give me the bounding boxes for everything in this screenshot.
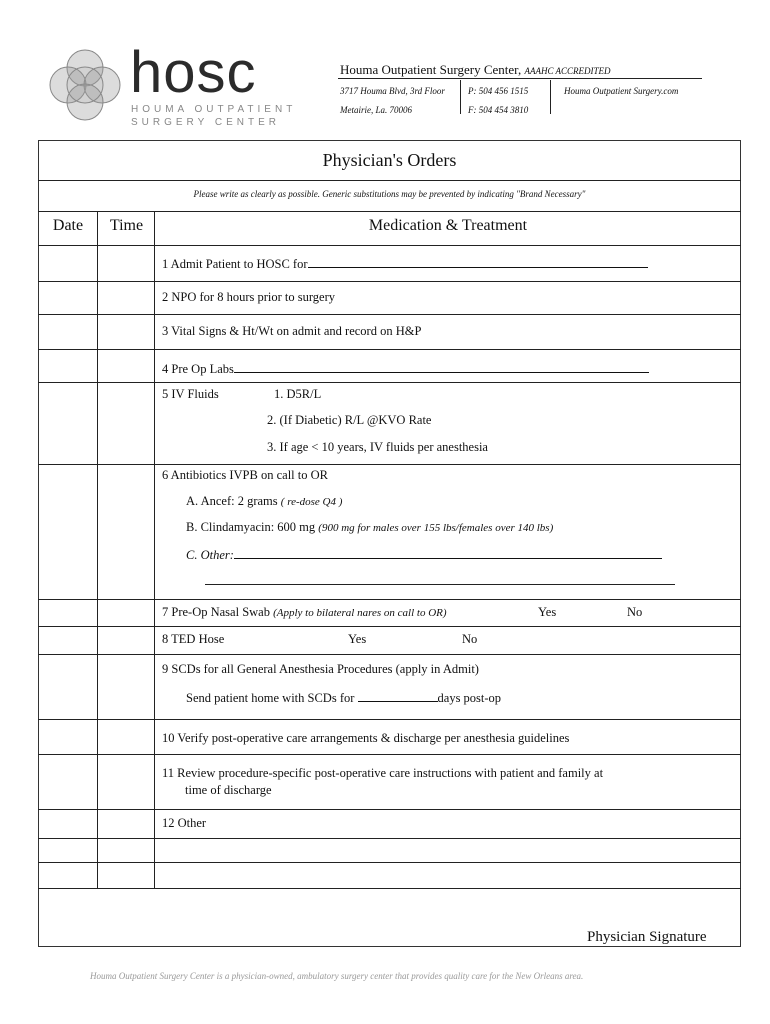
order-10: 10 Verify post-operative care arrangements & discharge per anesthesia guidelines — [162, 731, 570, 745]
order-11: 11 Review procedure-specific post-operative care instructions with patient and family at — [162, 766, 604, 780]
address-line-2: Metairie, La. 70006 — [340, 105, 412, 115]
order-1: 1 Admit Patient to HOSC for — [162, 255, 648, 272]
order-8: 8 TED Hose — [162, 632, 225, 646]
order-6: 6 Antibiotics IVPB on call to OR — [162, 468, 328, 482]
col-date: Date — [52, 217, 84, 234]
footer-text: Houma Outpatient Surgery Center is a physician-owned, ambulatory surgery center that provides quality care for the New Orleans area. — [90, 971, 584, 981]
pre-op-labs-field[interactable] — [234, 360, 649, 373]
ted-hose-yes[interactable]: Yes — [348, 632, 367, 646]
logo-wordmark: hosc — [130, 40, 257, 105]
phone-number: P: 504 456 1515 — [468, 86, 529, 96]
accreditation: AAAHC ACCREDITED — [524, 66, 611, 76]
center-name: Houma Outpatient Surgery Center, AAAHC ACCREDITED — [340, 62, 611, 77]
order-9-send-home: Send patient home with SCDs for days post-op — [186, 691, 502, 705]
order-9: 9 SCDs for all General Anesthesia Procedures (apply in Admit) — [162, 662, 479, 676]
scd-days-field[interactable] — [358, 689, 438, 702]
order-6-ancef: A. Ancef: 2 grams ( re-dose Q4 ) — [186, 494, 343, 508]
logo-flower-icon — [44, 44, 126, 126]
other-antibiotic-line-2[interactable] — [205, 584, 675, 585]
logo-line-2: SURGERY CENTER — [131, 117, 280, 128]
order-12: 12 Other — [162, 816, 207, 830]
other-antibiotic-field[interactable] — [234, 546, 662, 559]
logo-line-1: HOUMA OUTPATIENT — [131, 104, 297, 115]
fax-number: F: 504 454 3810 — [468, 105, 529, 115]
order-5-option-3: 3. If age < 10 years, IV fluids per anesthesia — [267, 440, 488, 454]
col-medication: Medication & Treatment — [368, 217, 528, 234]
website: Houma Outpatient Surgery.com — [564, 86, 679, 96]
order-11-cont: time of discharge — [185, 783, 272, 797]
order-5-option-1: 1. D5R/L — [274, 387, 322, 401]
ted-hose-no[interactable]: No — [462, 632, 478, 646]
order-7: 7 Pre-Op Nasal Swab (Apply to bilateral nares on call to OR) — [162, 605, 447, 619]
order-5-option-2: 2. (If Diabetic) R/L @KVO Rate — [267, 413, 432, 427]
nasal-swab-yes[interactable]: Yes — [538, 605, 557, 619]
order-2: 2 NPO for 8 hours prior to surgery — [162, 290, 336, 304]
order-3: 3 Vital Signs & Ht/Wt on admit and record on H&P — [162, 324, 422, 338]
nasal-swab-no[interactable]: No — [627, 605, 643, 619]
physician-signature-label: Physician Signature — [587, 929, 707, 945]
order-6-other: C. Other: — [186, 546, 662, 563]
form-title: Physician's Orders — [322, 150, 457, 170]
col-time: Time — [109, 217, 144, 234]
order-6-clindamyacin: B. Clindamyacin: 600 mg (900 mg for males over 155 lbs/females over 140 lbs) — [186, 520, 554, 534]
admit-for-field[interactable] — [308, 255, 648, 268]
order-5-label: 5 IV Fluids — [162, 387, 219, 401]
order-4: 4 Pre Op Labs — [162, 360, 649, 377]
address-line-1: 3717 Houma Blvd, 3rd Floor — [340, 86, 445, 96]
form-note: Please write as clearly as possible. Generic substitutions may be prevented by indicating "Brand Necessary" — [193, 189, 586, 199]
